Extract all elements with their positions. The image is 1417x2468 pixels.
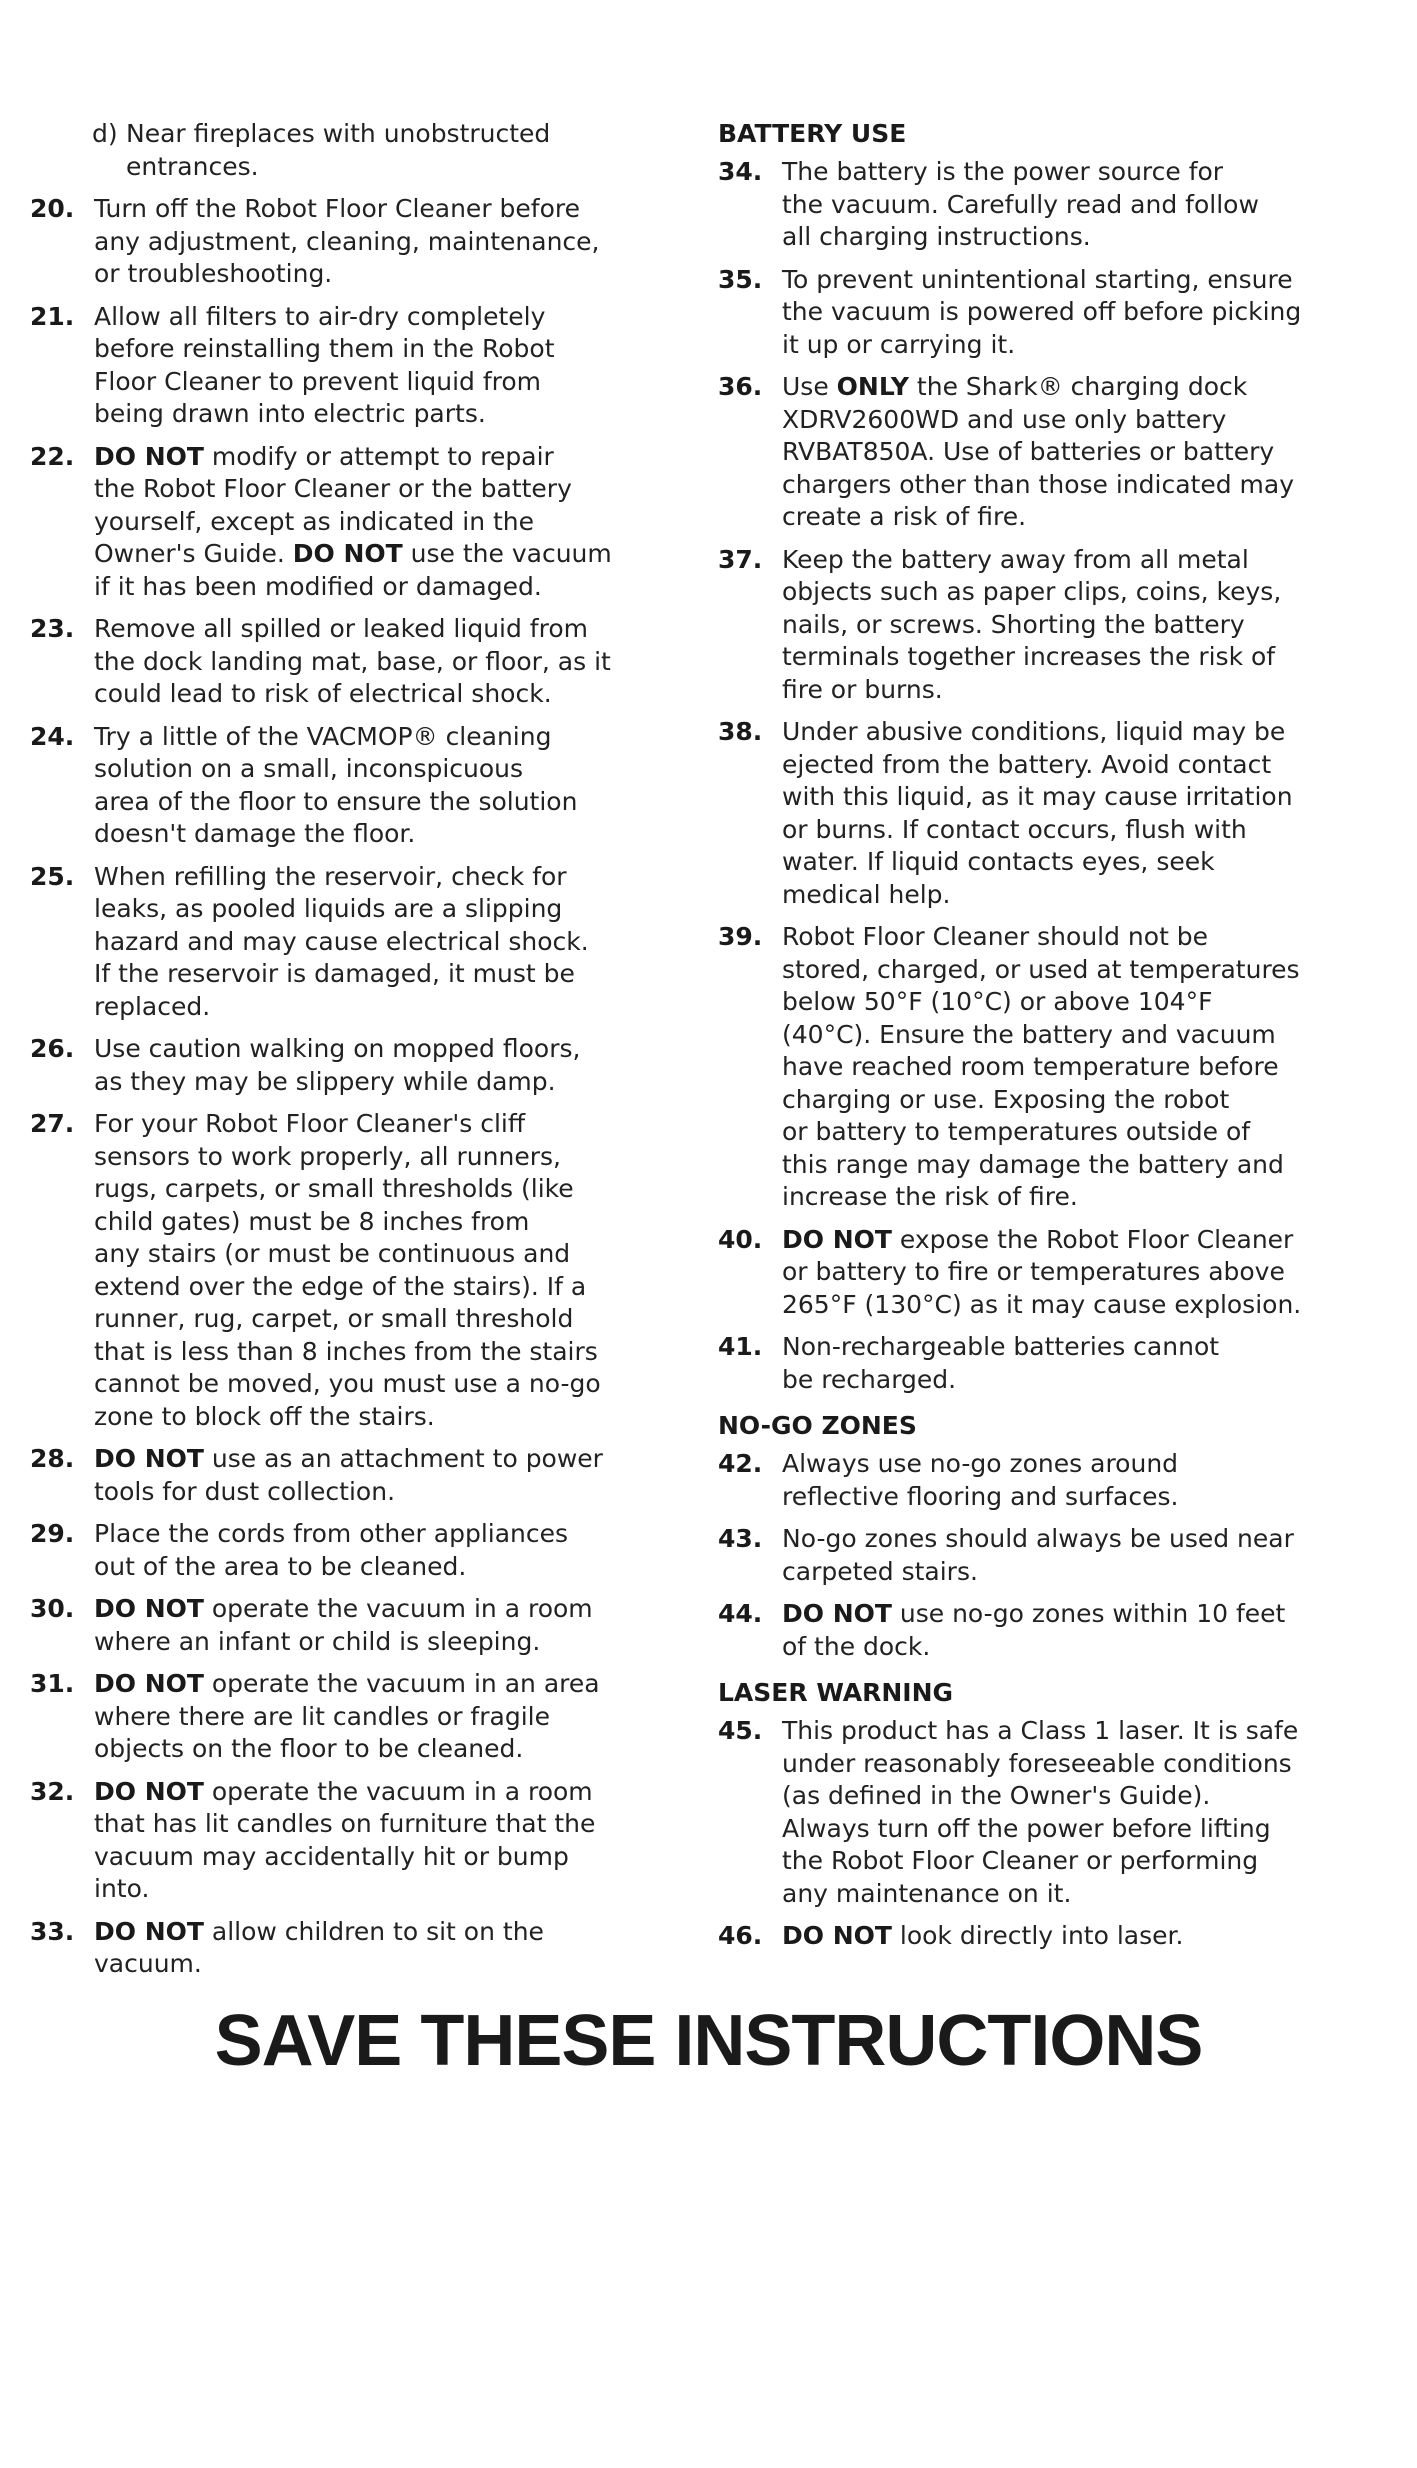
item-text <box>94 1518 670 1583</box>
emphasis-text: DO NOT <box>782 1224 892 1254</box>
list-item <box>30 613 670 711</box>
item-text-part: Robot Floor Cleaner should not be stored, charged, or used at temperatures below 50°F (10°C) or above 104°F (40°C). Ensure the battery and vacuum have reached room temperature before charging or use. Exposing the robot or battery to temperatures outside of this range may damage the battery and increase the risk of fire. <box>782 922 1300 1211</box>
list-item <box>718 1715 1358 1910</box>
item-number: 28. <box>30 1444 75 1473</box>
save-instructions-title: SAVE THESE INSTRUCTIONS <box>214 2001 1203 2081</box>
item-text <box>782 716 1358 911</box>
list-item <box>30 1033 670 1098</box>
item-text-part: allow children to sit on the vacuum. <box>94 1916 544 1978</box>
item-text-part: use no-go zones within 10 feet of the dock. <box>782 1599 1286 1661</box>
item-text <box>94 721 670 851</box>
list-item <box>30 1593 670 1658</box>
list-item <box>30 1518 670 1583</box>
item-text-part: Keep the battery away from all metal objects such as paper clips, coins, keys, nails, or screws. Shorting the battery terminals together increases the risk of fire or burns. <box>782 544 1282 704</box>
list-item <box>718 1448 1358 1513</box>
emphasis-text: DO NOT <box>782 1921 892 1950</box>
item-number: 40. <box>718 1224 763 1254</box>
list-item <box>718 1920 1358 1953</box>
section-heading: BATTERY USE <box>718 119 907 148</box>
item-text <box>782 156 1358 254</box>
list-item <box>30 1108 670 1433</box>
list-item <box>718 716 1358 911</box>
list-item <box>718 156 1358 254</box>
item-number: 34. <box>718 157 763 186</box>
list-item <box>30 1916 670 1981</box>
item-text-part: Use caution walking on mopped floors, as they may be slippery while damp. <box>94 1034 581 1096</box>
item-number: 42. <box>718 1449 763 1478</box>
item-text <box>94 1776 670 1906</box>
item-text-part: expose the Robot Floor Cleaner or battery to fire or temperatures above 265°F (130°C) as it may cause explosion. <box>782 1224 1302 1319</box>
list-item <box>30 1668 670 1766</box>
list-item <box>718 544 1358 707</box>
item-text-part: Use <box>782 372 837 401</box>
item-number: 29. <box>30 1519 75 1548</box>
emphasis-text: DO NOT <box>94 1776 204 1806</box>
list-item <box>30 1776 670 1906</box>
list-item <box>30 441 670 604</box>
item-text <box>94 1443 670 1508</box>
item-text-part: Remove all spilled or leaked liquid from the dock landing mat, base, or floor, as it could lead to risk of electrical shock. <box>94 614 611 708</box>
item-text <box>94 1593 670 1658</box>
item-number: 31. <box>30 1669 75 1698</box>
list-item <box>718 1224 1358 1322</box>
item-text <box>94 861 670 1024</box>
list-item <box>718 921 1358 1214</box>
item-number: 35. <box>718 264 763 294</box>
item-number: 46. <box>718 1921 763 1950</box>
item-number: 45. <box>718 1716 763 1745</box>
item-text <box>94 301 670 431</box>
item-text-part: This product has a Class 1 laser. It is safe under reasonably foreseeable conditions (as defined in the Owner's Guide). Always turn off the power before lifting the Robot Floor Cleaner or performing any maintenance on it. <box>782 1716 1299 1908</box>
item-text <box>782 1598 1358 1663</box>
emphasis-text: ONLY <box>836 372 909 401</box>
item-number: 43. <box>718 1524 763 1553</box>
right-column <box>718 118 1358 1963</box>
right-section-list <box>718 118 1358 1953</box>
item-text-part: For your Robot Floor Cleaner's cliff sensors to work properly, all runners, rugs, carpets, or small thresholds (like child gates) must be 8 inches from any stairs (or must be continuous and extend over the edge of the stairs). If a runner, rug, carpet, or small threshold that is less than 8 inches from the stairs cannot be moved, you must use a no-go zone to block off the stairs. <box>94 1109 601 1431</box>
item-number: 23. <box>30 614 75 643</box>
item-text <box>782 1715 1358 1910</box>
item-text-part: use the vacuum if it has been modified or damaged. <box>94 539 612 601</box>
item-text-part: use as an attachment to power tools for dust collection. <box>94 1444 603 1506</box>
item-number: 30. <box>30 1594 75 1623</box>
item-number: 21. <box>30 301 75 331</box>
item-text-part: look directly into laser. <box>891 1921 1184 1950</box>
emphasis-text: DO NOT <box>94 1669 204 1698</box>
left-column <box>30 118 670 1991</box>
item-number: 36. <box>718 372 763 401</box>
item-text-part: No-go zones should always be used near carpeted stairs. <box>782 1524 1294 1586</box>
item-text <box>782 264 1358 362</box>
item-number: 37. <box>718 544 763 574</box>
list-item <box>30 1443 670 1508</box>
list-item <box>30 861 670 1024</box>
section-heading: LASER WARNING <box>718 1678 954 1707</box>
emphasis-text: DO NOT <box>292 539 403 568</box>
list-item <box>30 721 670 851</box>
list-item <box>718 1598 1358 1663</box>
item-text-part: Try a little of the VACMOP® cleaning solution on a small, inconspicuous area of the floor to ensure the solution doesn't damage the floor. <box>94 721 578 848</box>
item-text-part: operate the vacuum in a room that has lit candles on furniture that the vacuum may accidentally hit or bump into. <box>94 1776 596 1903</box>
item-number: 33. <box>30 1916 75 1946</box>
item-text <box>782 921 1358 1214</box>
item-text <box>94 441 670 604</box>
item-number: 25. <box>30 861 75 891</box>
sub-item-label: d) <box>92 119 118 148</box>
item-text-part: Always use no-go zones around reflective flooring and surfaces. <box>782 1449 1179 1511</box>
item-text-part: The battery is the power source for the vacuum. Carefully read and follow all charging instructions. <box>782 157 1259 251</box>
item-text-part: modify or attempt to repair the Robot Floor Cleaner or the battery yourself, except as indicated in the Owner's Guide. <box>94 441 572 568</box>
sub-item-text: Near fireplaces with unobstructed entrances. <box>126 119 551 181</box>
emphasis-text: DO NOT <box>782 1599 892 1628</box>
item-number: 26. <box>30 1034 75 1063</box>
item-text <box>782 1523 1358 1588</box>
item-text-part: Under abusive conditions, liquid may be ejected from the battery. Avoid contact with this liquid, as it may cause irritation or burns. If contact occurs, flush with water. If liquid contacts eyes, seek medical help. <box>782 717 1293 909</box>
item-text <box>94 1668 670 1766</box>
item-text <box>782 1448 1358 1513</box>
item-text-part: To prevent unintentional starting, ensure the vacuum is powered off before picking it up or carrying it. <box>782 264 1302 359</box>
emphasis-text: DO NOT <box>94 1444 204 1473</box>
emphasis-text: DO NOT <box>94 1594 204 1623</box>
list-item <box>718 1331 1358 1396</box>
item-text-part: the Shark® charging dock XDRV2600WD and use only battery RVBAT850A. Use of batteries or battery chargers other than those indicated may create a risk of fire. <box>782 372 1294 531</box>
item-text-part: operate the vacuum in a room where an infant or child is sleeping. <box>94 1594 593 1656</box>
item-text-part: Place the cords from other appliances out of the area to be cleaned. <box>94 1519 569 1581</box>
item-text-part: operate the vacuum in an area where there are lit candles or fragile objects on the floor to be cleaned. <box>94 1669 600 1763</box>
item-number: 39. <box>718 922 763 951</box>
item-text <box>782 1224 1358 1322</box>
item-number: 20. <box>30 194 75 223</box>
item-number: 38. <box>718 717 763 746</box>
emphasis-text: DO NOT <box>94 1916 204 1946</box>
item-text <box>782 1331 1358 1396</box>
item-text-part: Non-rechargeable batteries cannot be recharged. <box>782 1332 1220 1394</box>
list-item <box>718 264 1358 362</box>
item-number: 44. <box>718 1599 763 1628</box>
item-text <box>782 1920 1358 1953</box>
sub-item-d <box>92 118 670 183</box>
item-text <box>94 1108 670 1433</box>
item-number: 27. <box>30 1109 75 1138</box>
item-text-part: When refilling the reservoir, check for leaks, as pooled liquids are a slipping hazard and may cause electrical shock. If the reservoir is damaged, it must be replaced. <box>94 861 589 1021</box>
item-number: 24. <box>30 721 75 751</box>
list-item <box>718 1523 1358 1588</box>
list-item <box>718 371 1358 534</box>
item-number: 32. <box>30 1776 75 1806</box>
item-text-part: Turn off the Robot Floor Cleaner before any adjustment, cleaning, maintenance, or troubleshooting. <box>94 194 600 288</box>
item-number: 22. <box>30 441 75 471</box>
item-text <box>94 1916 670 1981</box>
item-number: 41. <box>718 1332 763 1361</box>
section-heading: NO-GO ZONES <box>718 1411 917 1440</box>
item-text <box>94 1033 670 1098</box>
emphasis-text: DO NOT <box>94 441 204 471</box>
list-item <box>30 193 670 291</box>
list-item <box>30 301 670 431</box>
item-text <box>782 371 1358 534</box>
item-text <box>94 193 670 291</box>
item-text-part: Allow all filters to air-dry completely before reinstalling them in the Robot Floor Cleaner to prevent liquid from being drawn into electric parts. <box>94 301 555 428</box>
left-item-list <box>30 193 670 1981</box>
item-text <box>782 544 1358 707</box>
item-text <box>94 613 670 711</box>
